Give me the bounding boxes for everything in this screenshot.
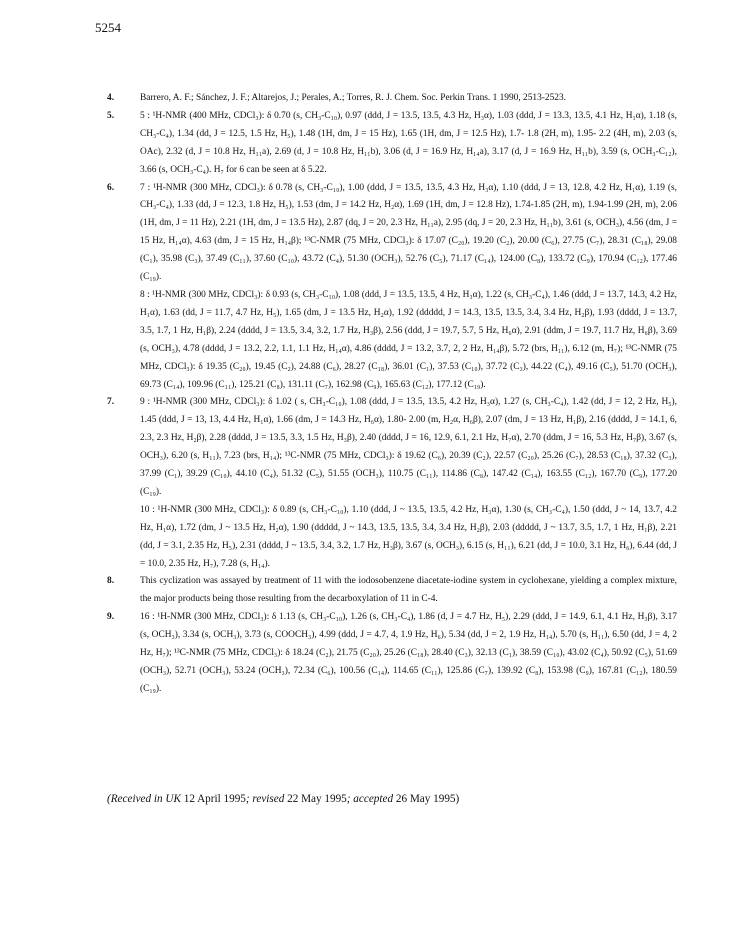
note-number: 7. xyxy=(107,397,115,408)
note-8 xyxy=(107,573,677,609)
note-9 xyxy=(107,609,677,699)
received-dates xyxy=(107,793,459,805)
note-text: 8 : ¹H-NMR (300 MHz, CDCl₃): δ 0.93 (s, CH₃-C₁₀), 1.08 (ddd, J = 13.5, 13.5, 4 Hz, H₃α), 1.22 (s, CH₃-C₄), 1.46 (ddd, J = 13.7, 14.3, 4.2 Hz, H₁α), 1.63 (dd, J = 11.7, 4.7 Hz, H₅), 1.65 (dm, J = 13.5 Hz, H₂α), 1.92 (ddddd, J = 14.3, 13.5, 13.5, 3.4, 3.4 Hz, H₂β), 1.93 (dddd, J = 13.7, 3.5, 1.7, 1 Hz, H₁β), 2.24 (dddd, J = 13.5, 3.4, 3.2, 1.7 Hz, H₃β), 2.56 (ddd, J = 19.7, 5.7, 5 Hz, H₆α), 2.91 (ddm, J = 19.7, 11.7 Hz, H₆β), 3.69 (s, OCH₃), 4.78 (dddd, J = 13.2, 2.2, 1.1, 1.1 Hz, H₁₄α), 4.86 (dddd, J = 13.2, 3.7, 2, 2 Hz, H₁₄β), 5.72 (brs, H₁₁), 6.12 (m, H₇); ¹³C-NMR (75 MHz, CDCl₃): δ 19.35 (C₂₀), 19.45 (C₂), 24.88 (C₆), 28.27 (C₁₈), 36.01 (C₁), 37.53 (C₁₀), 37.72 (C₃), 44.22 (C₄), 49.16 (C₅), 51.70 (OCH₃), 69.73 (C₁₄), 109.96 (C₁₁), 125.21 (C₈), 131.11 (C₇), 162.98 (C₉), 165.63 (C₁₂), 177.12 (C₁₉). xyxy=(140,289,677,390)
accepted-label: ; accepted xyxy=(346,793,394,805)
note-text: This cyclization was assayed by treatment of 11 with the iodosobenzene diacetate-iodine system in cyclohexane, yielding a complex mixture, the major products being those resulting from the decarboxylation of 11 in C-4. xyxy=(140,576,677,605)
accepted-date: 26 May 1995) xyxy=(395,793,460,805)
note-6 xyxy=(107,180,677,395)
note-text: 9 : ¹H-NMR (300 MHz, CDCl₃): δ 1.02 ( s, CH₃-C₁₀), 1.08 (ddd, J = 13.5, 13.5, 4.2 Hz, H₃α), 1.27 (s, CH₃-C₄), 1.42 (dd, J = 12, 2 Hz, H₅), 1.45 (ddd, J = 13, 13, 4.4 Hz, H₁α), 1.66 (dm, J = 14.3 Hz, H₆α), 1.80- 2.00 (m, H₂α, H₆β), 2.07 (dm, J = 13 Hz, H₁β), 2.16 (dddd, J = 14.1, 6, 2.3, 2.3 Hz, H₂β), 2.28 (dddd, J = 13.5, 3.3, 1.5 Hz, H₃β), 2.40 (dddd, J = 16, 12.9, 6.1, 2.1 Hz, H₇α), 2.70 (ddm, J = 16, 5.3 Hz, H₇β), 3.67 (s, OCH₃), 6.20 (s, H₁₁), 7.23 (brs, H₁₄); ¹³C-NMR (75 MHz, CDCl₃): δ 19.62 (C₆), 20.39 (C₂), 22.57 (C₂₀), 25.26 (C₇), 28.53 (C₁₈), 37.32 (C₃), 37.99 (C₁), 39.29 (C₁₀), 44.10 (C₄), 51.32 (C₅), 51.55 (OCH₃), 110.75 (C₁₁), 114.86 (C₈), 147.42 (C₁₄), 163.55 (C₁₂), 167.70 (C₉), 177.20 (C₁₉). xyxy=(140,397,677,497)
page-number: 5254 xyxy=(95,20,121,35)
note-number: 8. xyxy=(107,576,115,587)
note-text: 5 : ¹H-NMR (400 MHz, CDCl₃): δ 0.70 (s, CH₃-C₁₀), 0.97 (ddd, J = 13.5, 13.5, 4.3 Hz, H₃α), 1.03 (ddd, J = 13.3, 13.5, 4.1 Hz, H₁α), 1.18 (s, CH₃-C₄), 1.34 (dd, J = 12.5, 1.5 Hz, H₅), 1.48 (1H, dm, J = 15 Hz), 1.65 (1H, dm, J = 12.5 Hz), 1.7- 1.8 (2H, m), 1.95- 2.2 (4H, m), 2.03 (s, OAc), 2.32 (d, J = 10.8 Hz, H₁₁a), 2.69 (d, J = 10.8 Hz, H₁₁b), 3.06 (d, J = 16.9 Hz, H₁₄a), 3.17 (d, J = 16.9 Hz, H₁₁b), 3.59 (s, OCH₃-C₁₂), 3.66 (s, OCH₃-C₄). H₇ for 6 can be seen at δ 5.22. xyxy=(140,110,677,175)
note-number: 5. xyxy=(107,110,115,121)
note-text: 16 : ¹H-NMR (300 MHz, CDCl₃): δ 1.13 (s, CH₃-C₁₀), 1.26 (s, CH₃-C₄), 1.86 (d, J = 4.7 Hz, H₅), 2.29 (ddd, J = 14.9, 6.1, 4.1 Hz, H₃β), 3.17 (s, OCH₃), 3.34 (s, OCH₃), 3.73 (s, COOCH₃), 4.99 (ddd, J = 4.7, 4, 1.9 Hz, H₆), 5.34 (dd, J = 2, 1.9 Hz, H₁₄), 5.70 (s, H₁₁), 6.50 (dd, J = 4, 2 Hz, H₇); ¹³C-NMR (75 MHz, CDCl₃): δ 18.24 (C₂), 21.75 (C₂₀), 25.26 (C₁₈), 28.40 (C₃), 32.13 (C₁), 38.59 (C₁₀), 43.02 (C₄), 50.92 (C₅), 51.69 (OCH₃), 52.71 (OCH₃), 53.24 (OCH₃), 72.34 (C₆), 100.56 (C₁₄), 114.65 (C₁₁), 125.86 (C₇), 139.92 (C₈), 153.98 (C₉), 167.81 (C₁₂), 180.59 (C₁₉). xyxy=(140,612,677,694)
note-number: 6. xyxy=(107,182,115,193)
revised-label: ; revised xyxy=(245,793,285,805)
note-text: 10 : ¹H-NMR (300 MHz, CDCl₃): δ 0.89 (s, CH₃-C₁₀), 1.10 (ddd, J ~ 13.5, 13.5, 4.2 Hz, H₃α), 1.30 (s, CH₃-C₄), 1.50 (ddd, J ~ 14, 13.7, 4.2 Hz, H₁α), 1.72 (dm, J ~ 13.5 Hz, H₂α), 1.90 (ddddd, J ~ 14.3, 13.5, 13.5, 3.4, 3.4 Hz, H₂β), 2.03 (ddddd, J ~ 13.7, 3.5, 1.7, 1 Hz, H₁β), 2.21 (dd, J = 3.1, 2.35 Hz, H₅), 2.31 (dddd, J ~ 13.5, 3.4, 3.2, 1.7 Hz, H₃β), 3.67 (s, OCH₃), 6.15 (s, H₁₁), 6.21 (dd, J = 10.0, 3.1 Hz, H₆), 6.44 (dd, J = 10.0, 2.35 Hz, H₇), 7.28 (s, H₁₄). xyxy=(140,504,677,569)
received-date: 12 April 1995 xyxy=(183,793,246,805)
note-5 xyxy=(107,108,677,180)
note-4 xyxy=(107,90,677,108)
note-text: Barrero, A. F.; Sánchez, J. F.; Altarejos, J.; Perales, A.; Torres, R. J. Chem. Soc. Perkin Trans. 1 1990, 2513-2523. xyxy=(140,93,567,103)
notes-list xyxy=(107,90,677,699)
revised-date: 22 May 1995 xyxy=(287,793,347,805)
note-number: 9. xyxy=(107,612,115,623)
note-text: 7 : ¹H-NMR (300 MHz, CDCl₃): δ 0.78 (s, CH₃-C₁₀), 1.00 (ddd, J = 13.5, 13.5, 4.3 Hz, H₃α), 1.10 (ddd, J = 13, 12.8, 4.2 Hz, H₁α), 1.19 (s, CH₃-C₄), 1.33 (dd, J = 12.3, 1.8 Hz, H₅), 1.53 (dm, J = 14.2 Hz, H₂α), 1.69 (1H, dm, J = 12.8 Hz), 1.74-1.85 (2H, m), 1.94-1.99 (2H, m), 2.06 (1H, dm, J = 11 Hz), 2.21 (1H, dm, J = 13.5 Hz), 2.87 (dq, J = 20, 2.3 Hz, H₁₁a), 2.95 (dq, J = 20, 2.3 Hz, H₁₁b), 3.61 (s, OCH₃), 4.56 (dm, J = 15 Hz, H₁₄α), 4.63 (dm, J = 15 Hz, H₁₄β); ¹³C-NMR (75 MHz, CDCl₃): δ 17.07 (C₂₀), 19.20 (C₂), 20.00 (C₆), 27.75 (C₇), 28.31 (C₁₈), 29.08 (C₁), 35.98 (C₃), 37.49 (C₁₁), 37.60 (C₁₀), 43.72 (C₄), 51.30 (OCH₃), 52.76 (C₅), 71.17 (C₁₄), 124.00 (C₈), 133.72 (C₉), 170.94 (C₁₂), 177.46 (C₁₉). xyxy=(140,182,677,283)
received-label: (Received in UK xyxy=(107,793,181,805)
note-7 xyxy=(107,394,677,573)
note-number: 4. xyxy=(107,93,115,103)
